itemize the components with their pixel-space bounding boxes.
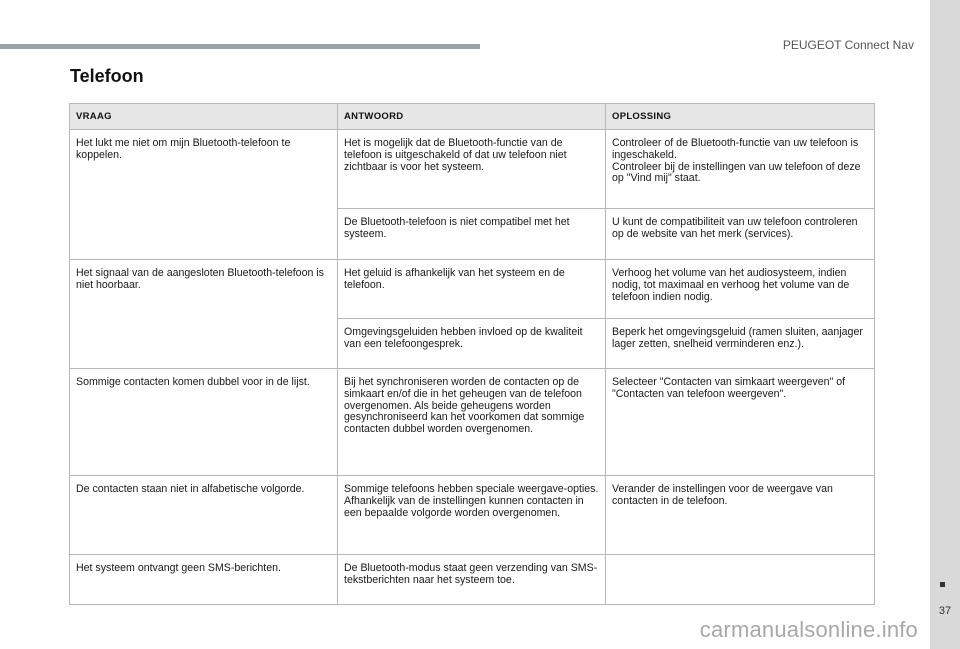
column-header-solution: OPLOSSING (606, 104, 875, 130)
column-header-answer: ANTWOORD (338, 104, 606, 130)
solution-cell (606, 555, 875, 605)
table-row (70, 130, 875, 209)
solution-cell: Verander de instellingen voor de weergave van contacten in de telefoon. (606, 476, 875, 555)
table-row (70, 476, 875, 555)
watermark: carmanualsonline.info (699, 617, 918, 642)
faq-table (69, 103, 875, 605)
solution-cell: Controleer of de Bluetooth-functie van uw telefoon is ingeschakeld. Controleer bij de instellingen van uw telefoon of deze op "Vind mij" staat. (606, 130, 875, 209)
table-row (70, 369, 875, 476)
answer-cell: De Bluetooth-telefoon is niet compatibel met het systeem. (338, 209, 606, 260)
answer-cell: Omgevingsgeluiden hebben invloed op de kwaliteit van een telefoongesprek. (338, 319, 606, 369)
question-cell: Het lukt me niet om mijn Bluetooth-telefoon te koppelen. (70, 130, 338, 260)
answer-cell: Het is mogelijk dat de Bluetooth-functie van de telefoon is uitgeschakeld of dat uw telefoon niet zichtbaar is voor het systeem. (338, 130, 606, 209)
table-header-row (70, 104, 875, 130)
solution-cell: U kunt de compatibiliteit van uw telefoon controleren op de website van het merk (services). (606, 209, 875, 260)
table-row (70, 555, 875, 605)
answer-cell: Bij het synchroniseren worden de contacten op de simkaart en/of die in het geheugen van de telefoon overgenomen. Als beide geheugens worden gesynchroniseerd kan het voorkomen dat sommige contacten dubbel worden overgenomen. (338, 369, 606, 476)
header-rule (0, 44, 480, 49)
column-header-question: VRAAG (70, 104, 338, 130)
page-marker (940, 582, 945, 587)
page-title: Telefoon (70, 66, 144, 86)
solution-cell: Verhoog het volume van het audiosysteem, indien nodig, tot maximaal en verhoog het volume van de telefoon indien nodig. (606, 260, 875, 319)
page-number: 37 (938, 605, 952, 617)
table-row (70, 260, 875, 319)
question-cell: Het systeem ontvangt geen SMS-berichten. (70, 555, 338, 605)
brand-label: PEUGEOT Connect Nav (782, 38, 914, 52)
answer-cell: Sommige telefoons hebben speciale weergave-opties. Afhankelijk van de instellingen kunnen contacten in een bepaalde volgorde worden overgenomen. (338, 476, 606, 555)
question-cell: De contacten staan niet in alfabetische volgorde. (70, 476, 338, 555)
answer-cell: De Bluetooth-modus staat geen verzending van SMS-tekstberichten naar het systeem toe. (338, 555, 606, 605)
solution-cell: Selecteer "Contacten van simkaart weergeven" of "Contacten van telefoon weergeven". (606, 369, 875, 476)
solution-cell: Beperk het omgevingsgeluid (ramen sluiten, aanjager lager zetten, snelheid verminderen enz.). (606, 319, 875, 369)
side-strip (930, 0, 960, 649)
question-cell: Het signaal van de aangesloten Bluetooth-telefoon is niet hoorbaar. (70, 260, 338, 369)
answer-cell: Het geluid is afhankelijk van het systeem en de telefoon. (338, 260, 606, 319)
question-cell: Sommige contacten komen dubbel voor in de lijst. (70, 369, 338, 476)
